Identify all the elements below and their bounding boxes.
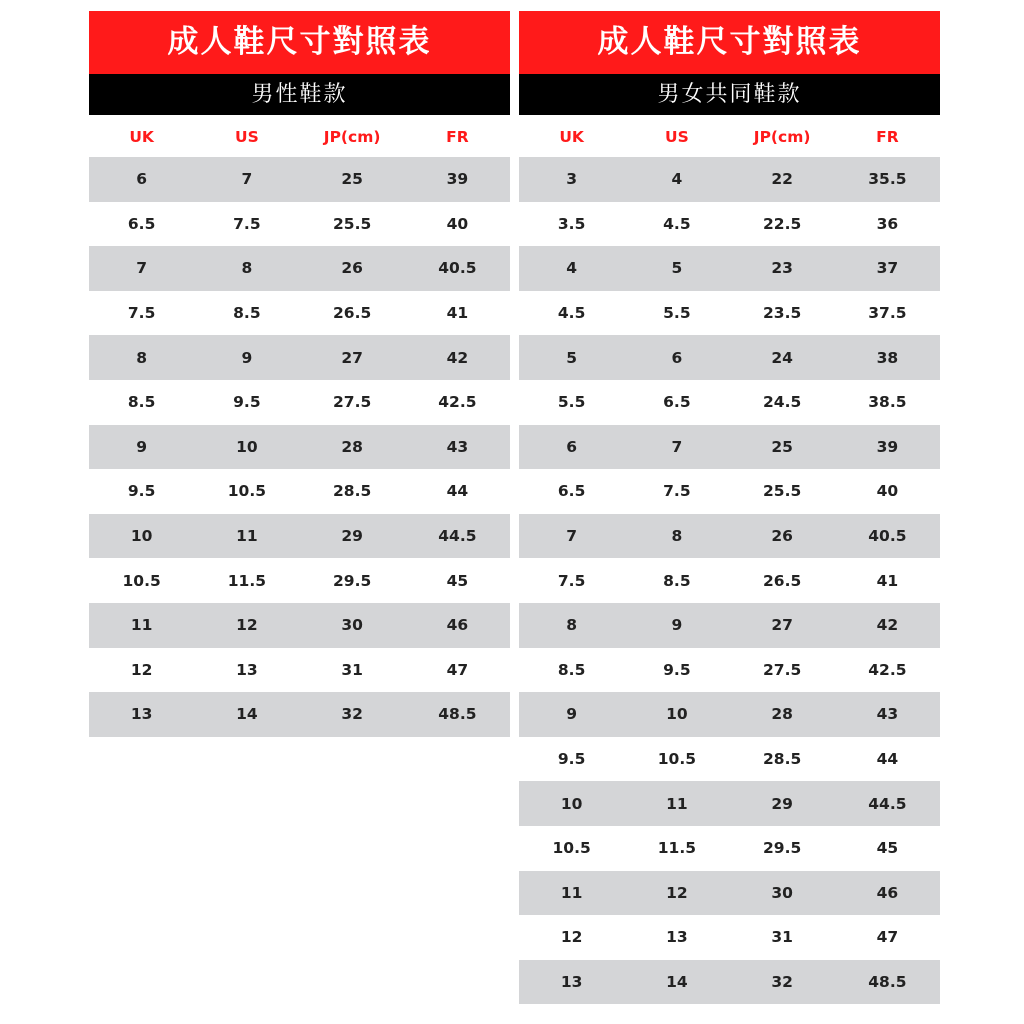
table-cell: 11 [560,883,583,902]
table-cell: 27 [341,348,363,367]
table-cell: 29.5 [333,571,372,590]
table-cell: 12 [236,616,258,635]
table-cell: 47 [446,660,469,679]
table-cell: 10.5 [122,571,161,590]
table-cell: 28 [771,705,793,724]
table-cell: 46 [446,616,469,635]
table-cell: 40 [446,214,469,233]
table-cell: 13 [560,972,583,991]
table-cell: 9 [671,616,683,635]
table-cell: 42 [876,616,899,635]
table-cell: 48.5 [438,705,477,724]
table-body [89,117,510,737]
table-row [89,202,510,247]
table-header-row [519,117,940,157]
table-cell: 10.5 [227,482,266,501]
table-row [89,558,510,603]
table-row [89,514,510,559]
table-cell: 7 [671,437,683,456]
column-header-us: US [665,128,689,146]
table-cell: 23 [771,259,793,278]
table-cell: 27.5 [763,660,802,679]
table-cell: 45 [876,839,899,858]
table-cell: 10 [130,527,153,546]
table-cell: 9 [241,348,253,367]
table-row [89,246,510,291]
table-row [519,692,940,737]
column-header-fr: FR [876,128,899,146]
table-cell: 40 [876,482,899,501]
table-cell: 7 [566,527,578,546]
table-cell: 9.5 [127,482,156,501]
table-cell: 12 [560,928,583,947]
table-cell: 30 [771,883,793,902]
table-header-row [89,117,510,157]
table-cell: 27.5 [333,393,372,412]
table-cell: 24.5 [763,393,802,412]
table-cell: 22.5 [763,214,802,233]
table-cell: 5.5 [663,304,691,323]
table-cell: 28.5 [763,750,802,769]
table-row [519,291,940,336]
table-subtitle: 男女共同鞋款 [519,74,940,115]
table-cell: 10 [560,794,583,813]
table-row [89,335,510,380]
table-cell: 32 [771,972,793,991]
table-cell: 7 [136,259,148,278]
table-row [519,246,940,291]
table-cell: 27 [771,616,793,635]
table-cell: 26 [771,527,793,546]
mens-size-table [89,11,510,737]
table-row [519,603,940,648]
table-cell: 7.5 [127,304,156,323]
table-cell: 31 [771,928,793,947]
table-row [519,202,940,247]
table-cell: 4.5 [557,304,586,323]
table-cell: 6 [566,437,578,456]
table-cell: 42.5 [438,393,477,412]
table-row [89,380,510,425]
table-cell: 8.5 [663,571,691,590]
table-cell: 39 [446,170,469,189]
column-header-jpcm: JP(cm) [323,128,381,146]
table-cell: 39 [876,437,899,456]
table-cell: 40.5 [438,259,477,278]
table-row [89,469,510,514]
table-cell: 25.5 [333,214,372,233]
table-cell: 24 [771,348,793,367]
table-cell: 31 [341,660,363,679]
table-cell: 44.5 [438,527,477,546]
table-cell: 13 [130,705,153,724]
table-row [89,291,510,336]
table-cell: 48.5 [868,972,907,991]
table-cell: 6.5 [663,393,691,412]
table-cell: 41 [446,304,469,323]
table-cell: 9.5 [233,393,261,412]
table-cell: 11.5 [227,571,266,590]
table-cell: 26.5 [333,304,372,323]
table-cell: 26.5 [763,571,802,590]
table-cell: 44.5 [868,794,907,813]
table-cell: 29 [771,794,793,813]
table-title: 成人鞋尺寸對照表 [519,11,940,74]
table-row [519,781,940,826]
table-cell: 14 [666,972,688,991]
table-cell: 8 [566,616,578,635]
table-cell: 13 [236,660,258,679]
table-body [519,117,940,1004]
table-row [89,692,510,737]
table-cell: 11 [236,527,258,546]
table-cell: 30 [341,616,363,635]
table-cell: 7 [241,170,253,189]
table-cell: 4 [671,170,683,189]
column-header-uk: UK [559,128,584,146]
table-row [89,425,510,470]
table-cell: 6.5 [127,214,156,233]
table-cell: 44 [876,750,899,769]
table-cell: 4.5 [663,214,691,233]
table-cell: 47 [876,928,899,947]
table-row [519,157,940,202]
table-row [519,826,940,871]
table-cell: 9.5 [557,750,586,769]
table-cell: 5 [671,259,683,278]
table-cell: 11 [666,794,688,813]
table-cell: 43 [876,705,899,724]
table-cell: 32 [341,705,363,724]
table-cell: 6.5 [557,482,586,501]
table-cell: 10 [666,705,688,724]
table-cell: 22 [771,170,793,189]
table-cell: 5 [566,348,578,367]
table-cell: 8.5 [127,393,156,412]
table-cell: 43 [446,437,469,456]
table-cell: 28.5 [333,482,372,501]
table-cell: 25 [771,437,793,456]
table-cell: 25.5 [763,482,802,501]
table-cell: 13 [666,928,688,947]
table-cell: 41 [876,571,899,590]
table-cell: 25 [341,170,363,189]
table-cell: 37 [876,259,899,278]
table-cell: 6 [136,170,148,189]
column-header-jpcm: JP(cm) [753,128,811,146]
table-row [519,558,940,603]
table-cell: 26 [341,259,363,278]
table-cell: 6 [671,348,683,367]
table-cell: 8.5 [557,660,586,679]
table-cell: 12 [130,660,153,679]
table-cell: 36 [876,214,899,233]
table-cell: 8 [136,348,148,367]
column-header-us: US [235,128,259,146]
table-row [89,157,510,202]
table-cell: 29 [341,527,363,546]
table-cell: 40.5 [868,527,907,546]
unisex-size-table [519,11,940,1004]
table-cell: 28 [341,437,363,456]
table-row [519,960,940,1005]
table-cell: 37.5 [868,304,907,323]
table-cell: 11.5 [657,839,696,858]
table-cell: 46 [876,883,899,902]
table-row [89,648,510,693]
table-cell: 7.5 [233,214,261,233]
column-header-fr: FR [446,128,469,146]
table-row [519,469,940,514]
table-cell: 11 [130,616,153,635]
table-cell: 38.5 [868,393,907,412]
table-row [519,648,940,693]
table-row [519,915,940,960]
table-cell: 35.5 [868,170,907,189]
table-cell: 9 [136,437,148,456]
table-row [519,380,940,425]
column-header-uk: UK [129,128,154,146]
table-cell: 5.5 [557,393,586,412]
table-cell: 7.5 [557,571,586,590]
table-cell: 42.5 [868,660,907,679]
table-row [519,425,940,470]
table-cell: 12 [666,883,688,902]
table-cell: 10.5 [657,750,696,769]
table-cell: 3 [566,170,578,189]
table-row [89,603,510,648]
table-cell: 3.5 [557,214,586,233]
table-cell: 8 [671,527,683,546]
table-cell: 4 [566,259,578,278]
table-cell: 9 [566,705,578,724]
table-cell: 38 [876,348,899,367]
table-row [519,871,940,916]
table-cell: 10.5 [552,839,591,858]
table-cell: 42 [446,348,469,367]
table-row [519,737,940,782]
table-cell: 45 [446,571,469,590]
table-cell: 44 [446,482,469,501]
table-cell: 8.5 [233,304,261,323]
table-row [519,514,940,559]
table-cell: 8 [241,259,253,278]
table-cell: 29.5 [763,839,802,858]
table-subtitle: 男性鞋款 [89,74,510,115]
table-cell: 7.5 [663,482,691,501]
table-cell: 9.5 [663,660,691,679]
table-row [519,335,940,380]
table-title: 成人鞋尺寸對照表 [89,11,510,74]
table-cell: 23.5 [763,304,802,323]
table-cell: 10 [236,437,258,456]
table-cell: 14 [236,705,258,724]
